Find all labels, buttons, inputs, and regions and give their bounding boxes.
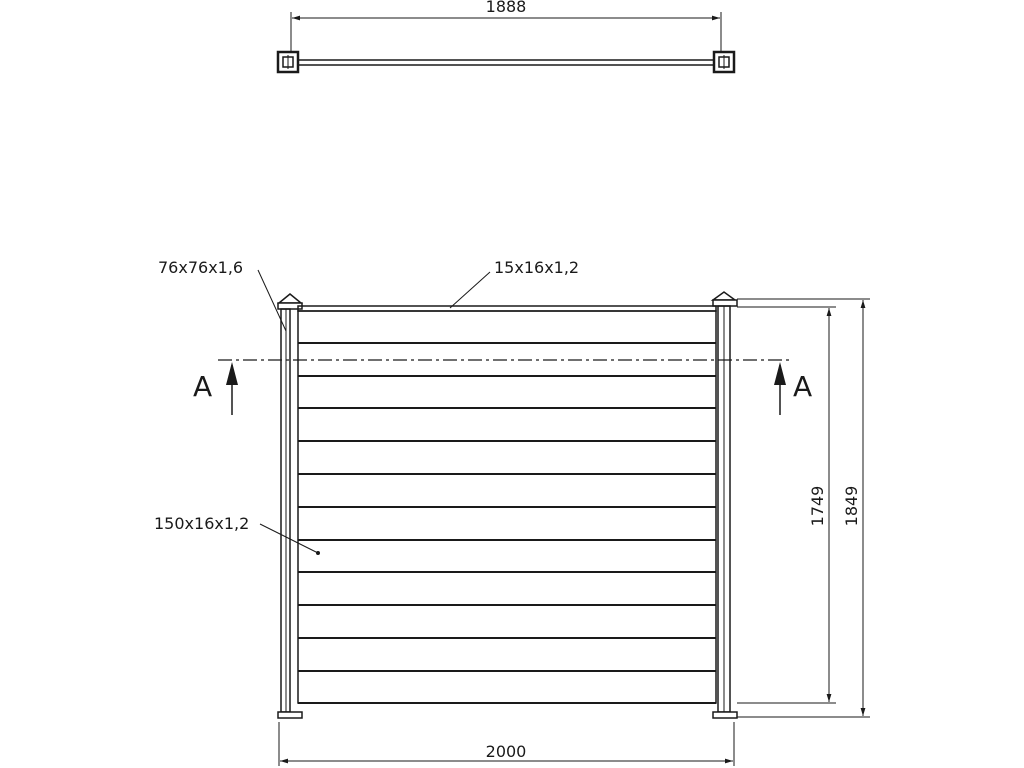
- section-arrowhead-right: [774, 362, 786, 385]
- bottom-width-label: 2000: [485, 742, 527, 761]
- plan-post-left: [278, 52, 298, 72]
- leader-board-dot: [317, 552, 320, 555]
- leader-board: [260, 524, 318, 553]
- overall-height-label: 1849: [842, 485, 861, 527]
- panel-height-label: 1749: [808, 485, 827, 527]
- elevation-view: [218, 270, 870, 766]
- plan-width-label: 1888: [485, 0, 527, 16]
- section-arrowhead-left: [226, 362, 238, 385]
- plan-view: [278, 12, 734, 72]
- plan-post-right: [714, 52, 734, 72]
- board-callout-label: 150x16x1,2: [154, 514, 250, 533]
- top-rail-callout-label: 15x16x1,2: [494, 258, 580, 277]
- section-marker-right: A: [793, 370, 813, 403]
- board-stack: [298, 311, 716, 703]
- leader-top-rail: [450, 272, 490, 308]
- section-marker-left: A: [193, 370, 213, 403]
- post-callout-label: 76x76x1,6: [158, 258, 244, 277]
